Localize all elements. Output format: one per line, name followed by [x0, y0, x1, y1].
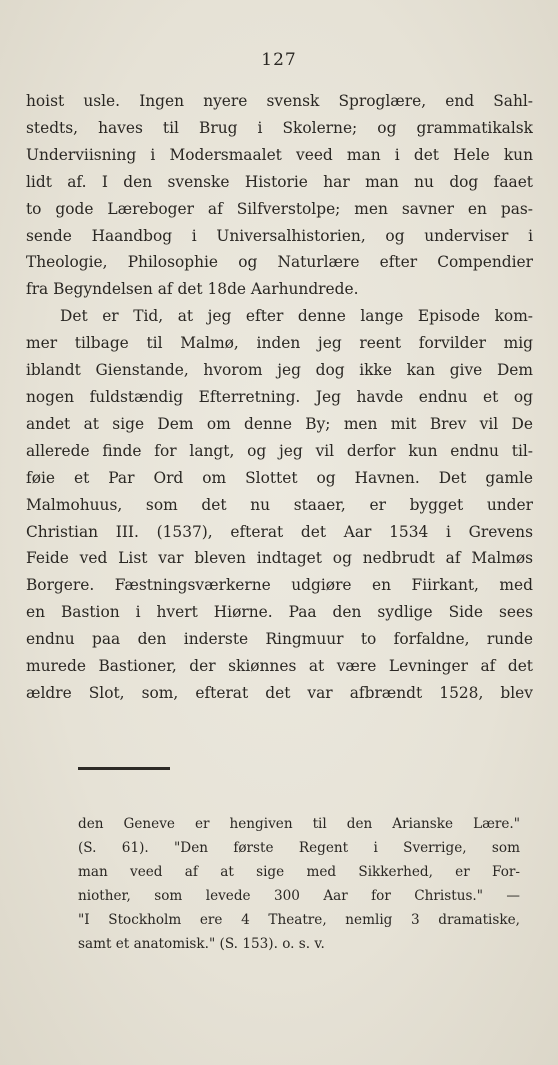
body-line: iblandt Gienstande, hvorom jeg dog ikke kan give Dem: [26, 361, 533, 380]
footnote-line: man veed af at sige med Sikkerhed, er For-: [78, 864, 520, 880]
footnote: [78, 812, 520, 956]
body-line: Det er Tid, at jeg efter denne lange Episode kom-: [60, 307, 533, 326]
body-line: Feide ved List var bleven indtaget og nedbrudt af Malmøs: [26, 549, 533, 568]
body-line: lidt af. I den svenske Historie har man nu dog faaet: [26, 172, 533, 191]
body-line: ældre Slot, som, efterat det var afbrændt 1528, blev: [26, 683, 533, 702]
footnote-line: (S. 61). "Den første Regent i Sverrige, som: [78, 840, 520, 856]
body-line: nogen fuldstændig Efterretning. Jeg havde endnu et og: [26, 387, 533, 406]
body-line: Theologie, Philosophie og Naturlære efter Compendier: [26, 253, 533, 272]
body-line: Christian III. (1537), efterat det Aar 1534 i Grevens: [26, 522, 533, 541]
body-line: mer tilbage til Malmø, inden jeg reent forvilder mig: [26, 334, 533, 353]
body-line: hoist usle. Ingen nyere svensk Sproglære, end Sahl-: [26, 92, 533, 110]
body-line: sende Haandbog i Universalhistorien, og underviser i: [26, 226, 533, 245]
body-line: føie et Par Ord om Slottet og Havnen. Det gamle: [26, 468, 533, 487]
body-line: Underviisning i Modersmaalet veed man i det Hele kun: [26, 145, 533, 164]
footnote-line: den Geneve er hengiven til den Arianske Lære.": [78, 816, 520, 832]
body-line: en Bastion i hvert Hiørne. Paa den sydlige Side sees: [26, 603, 533, 622]
body-line: to gode Læreboger af Silfverstolpe; men savner en pas-: [26, 199, 533, 218]
body-line: fra Begyndelsen af det 18de Aarhundrede.: [26, 280, 359, 299]
footnote-line: niother, som levede 300 Aar for Christus." —: [78, 888, 520, 904]
footnote-line: samt et anatomisk." (S. 153). o. s. v.: [78, 936, 325, 952]
body-line: stedts, haves til Brug i Skolerne; og grammatikalsk: [26, 118, 533, 137]
body-text: [26, 88, 533, 707]
body-line: allerede finde for langt, og jeg vil derfor kun endnu til-: [26, 441, 533, 460]
body-line: endnu paa den inderste Ringmuur to forfaldne, runde: [26, 630, 533, 649]
footnote-line: "I Stockholm ere 4 Theatre, nemlig 3 dramatiske,: [78, 912, 520, 928]
footnote-separator-rule: [78, 767, 170, 770]
body-line: murede Bastioner, der skiønnes at være Levninger af det: [26, 657, 533, 676]
body-line: Malmohuus, som det nu staaer, er bygget under: [26, 495, 533, 514]
body-line: andet at sige Dem om denne By; men mit Brev vil De: [26, 414, 533, 433]
body-line: Borgere. Fæstningsværkerne udgiøre en Fiirkant, med: [26, 576, 533, 595]
page-number: 127: [261, 50, 297, 70]
